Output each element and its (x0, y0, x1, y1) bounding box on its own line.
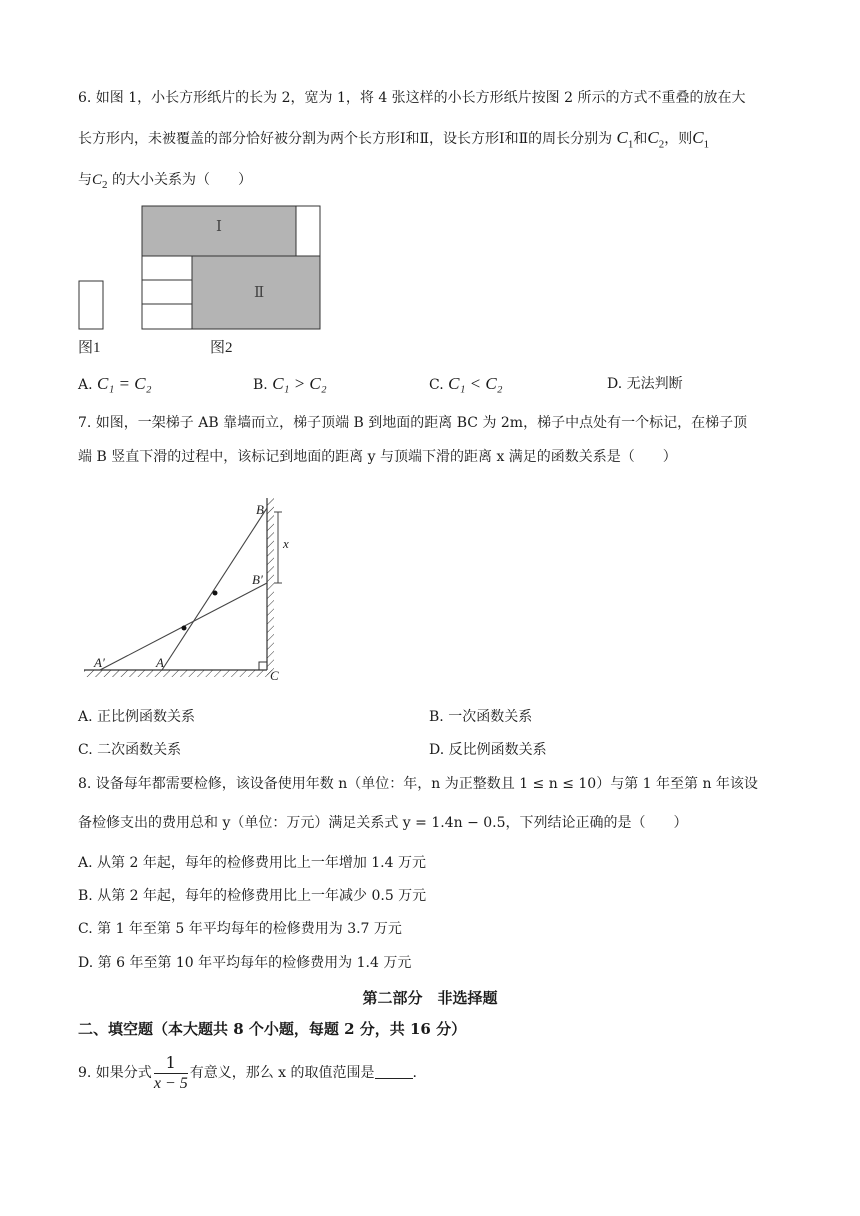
label-b-prime: B′ (252, 572, 263, 587)
label-x: x (283, 536, 289, 551)
q6-line2 (78, 128, 709, 154)
fraction-denominator: x − 5 (153, 1074, 188, 1092)
option-letter: C. (78, 742, 93, 758)
option-text: 从第 2 年起，每年的检修费用比上一年增加 1.4 万元 (97, 855, 426, 871)
fig1-small-rectangle (79, 281, 103, 329)
q7-line1: 7. 如图，一架梯子 AB 靠墙而立，梯子顶端 B 到地面的距离 BC 为 2m，梯子中点处有一个标记，在梯子顶 (78, 415, 748, 431)
option-letter: C. (429, 377, 444, 393)
q9-end: . (412, 1065, 417, 1081)
option-letter: D. (78, 955, 94, 971)
q7-option-a[interactable] (78, 707, 195, 727)
q7-ladder-figure (70, 490, 310, 690)
option-text: 二次函数关系 (97, 742, 182, 758)
option-letter: B. (253, 377, 268, 393)
option-text: 正比例函数关系 (97, 709, 196, 725)
q7-line2: 端 B 竖直下滑的过程中，该标记到地面的距离 y 与顶端下滑的距离 x 满足的函数关系是（ ） (78, 449, 677, 465)
q6-relation: 的大小关系为（ ） (107, 172, 252, 188)
option-d-text: 无法判断 (626, 376, 683, 392)
q7-option-c[interactable] (78, 740, 181, 760)
option-text: 从第 2 年起，每年的检修费用比上一年减少 0.5 万元 (97, 888, 427, 904)
fig2-top-right-strip (296, 206, 320, 256)
q8-option-c[interactable] (78, 919, 402, 939)
fig1-caption: 图1 (78, 340, 101, 356)
option-text: 反比例函数关系 (448, 742, 547, 758)
option-letter: D. (607, 376, 623, 392)
q8-option-b[interactable] (78, 886, 426, 906)
option-letter: A. (78, 709, 93, 725)
q8-option-a[interactable] (78, 853, 426, 873)
wall-hatch (267, 498, 274, 675)
q6-option-a[interactable] (78, 374, 152, 395)
option-b-formula: C₁ > C₂ (272, 374, 327, 393)
fig2-strip-1 (142, 256, 192, 280)
option-c-formula: C₁ < C₂ (448, 374, 503, 393)
q6-figures (70, 200, 340, 360)
q8-line1: 8. 设备每年都需要检修，该设备使用年数 n（单位：年，n 为正整数且 1 ≤ n ≤ 10）与第 1 年至第 n 年该设 (78, 776, 758, 792)
option-letter: A. (78, 377, 93, 393)
q9-line (78, 1052, 417, 1094)
fig2-strip-3 (142, 304, 192, 329)
option-a-formula: C₁ = C₂ (97, 374, 152, 393)
q6-line1: 6. 如图 1，小长方形纸片的长为 2，宽为 1，将 4 张这样的小长方形纸片按图 2 所示的方式不重叠的放在大 (78, 90, 746, 106)
option-text: 第 1 年至第 5 年平均每年的检修费用为 3.7 万元 (97, 921, 402, 937)
option-letter: B. (429, 709, 444, 725)
label-a-prime: A′ (94, 655, 105, 670)
option-letter: A. (78, 855, 93, 871)
option-letter: C. (78, 921, 93, 937)
q8-option-d[interactable] (78, 953, 411, 973)
q6-and: 和 (633, 131, 648, 147)
label-a: A (156, 655, 164, 670)
q9-prefix: 9. 如果分式 (78, 1065, 152, 1081)
fig2-label-I: Ⅰ (216, 219, 222, 235)
math-c1: $C_1$ (692, 128, 710, 151)
part2-title: 第二部分 非选择题 (362, 989, 498, 1007)
ladder-ab (162, 508, 267, 670)
q7-option-b[interactable] (429, 707, 532, 727)
ground-hatch (84, 670, 274, 677)
q6-then: ，则 (664, 131, 693, 147)
option-letter: D. (429, 742, 445, 758)
fig2-strip-2 (142, 280, 192, 304)
math-c1: $C_1$ (616, 128, 634, 151)
q6-option-b[interactable] (253, 374, 327, 395)
option-text: 一次函数关系 (448, 709, 533, 725)
q9-suffix: 有意义，那么 x 的取值范围是 (189, 1065, 375, 1081)
midpoint-mark-ab (213, 591, 218, 596)
q6-option-c[interactable] (429, 374, 503, 395)
option-letter: B. (78, 888, 93, 904)
q8-line2: 备检修支出的费用总和 y（单位：万元）满足关系式 y = 1.4n − 0.5，下列结论正确的是（ ） (78, 815, 688, 831)
math-c2: $C_2$ (647, 128, 665, 151)
label-c: C (270, 668, 279, 683)
q9-fraction (154, 1053, 188, 1094)
fraction-numerator: 1 (154, 1053, 188, 1074)
fig2-caption: 图2 (210, 340, 233, 356)
section-heading: 二、填空题（本大题共 8 个小题，每题 2 分，共 16 分） (78, 1020, 467, 1038)
fig2-label-II: Ⅱ (254, 285, 265, 301)
midpoint-mark-apbp (182, 626, 187, 631)
q6-line3 (78, 170, 252, 195)
q7-option-d[interactable] (429, 740, 547, 760)
label-b: B (256, 502, 264, 517)
q6-with: 与 (78, 172, 92, 188)
option-text: 第 6 年至第 10 年平均每年的检修费用为 1.4 万元 (97, 955, 412, 971)
q6-option-d[interactable] (607, 374, 683, 394)
q6-line2-text: 长方形内，未被覆盖的部分恰好被分割为两个长方形Ⅰ和Ⅱ，设长方形Ⅰ和Ⅱ的周长分别为 (78, 131, 613, 147)
answer-blank[interactable] (375, 1064, 413, 1079)
right-angle-mark (259, 662, 267, 670)
math-c2: $C_2$ (92, 172, 108, 191)
